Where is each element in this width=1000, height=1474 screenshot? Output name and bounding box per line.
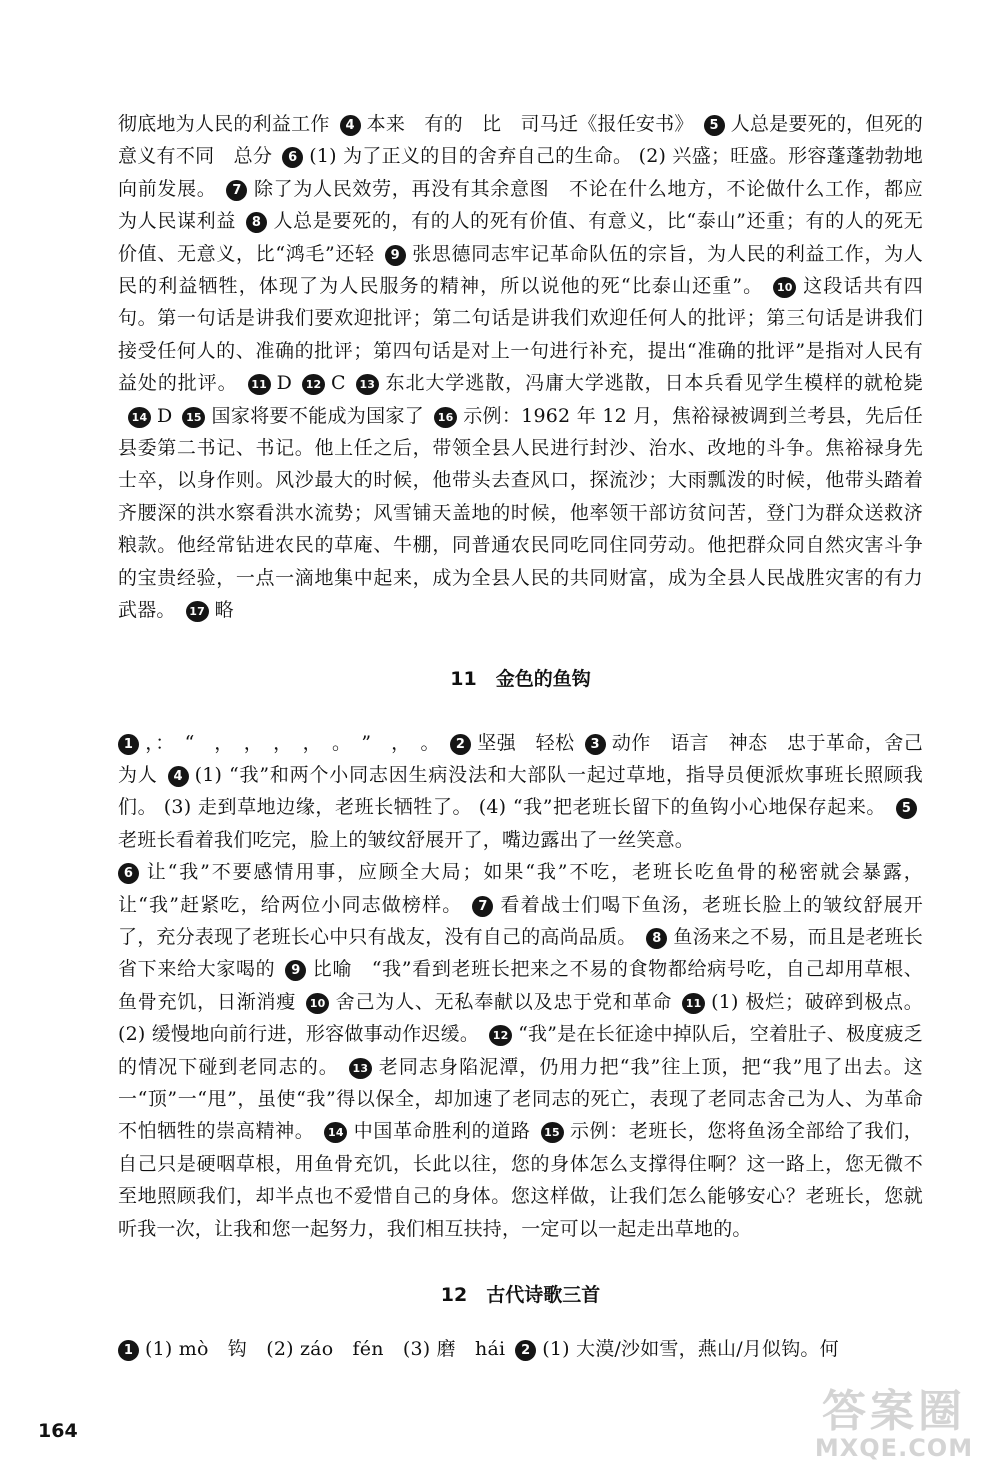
page-number: 164 [38,1420,78,1442]
answer-text: “我”是在长征途中掉队后，空着肚子、极度疲乏的情况下碰到老同志的。 [118,1023,924,1078]
answer-text: C [331,372,346,395]
watermark-logo [806,1388,982,1468]
answer-text: 鱼汤来之不易，而且是老班长省下来给大家喝的 [118,925,924,981]
answer-text: 彻底地为人民的利益工作 [118,113,330,135]
answer-text: (1) 为了正义的目的舍弃自己的生命。 (2) 兴盛；旺盛。形容蓬蓬勃勃地向前发展。 [118,145,923,200]
question-number-badge: 17 [186,601,209,622]
answer-page [118,108,923,1365]
question-number-badge: 7 [472,896,493,917]
question-number-badge: 2 [515,1340,536,1361]
answer-text: D [157,404,173,427]
answer-text: 老班长看着我们吃完，脸上的皱纹舒展开了，嘴边露出了一丝笑意。 [118,828,695,851]
question-number-badge: 11 [682,993,705,1014]
answer-text: 除了为人民效劳，再没有其余意图 不论在什么地方，不论做什么工作，都应为人民谋利益 [118,177,923,233]
question-number-badge: 10 [773,277,796,298]
answer-text: 国家将要不能成为国家了 [211,404,425,427]
question-number-badge: 2 [450,734,471,755]
answer-text: (1) 极烂；破碎到极点。 (2) 缓慢地向前行进，形容做事动作迟缓。 [118,990,923,1046]
question-number-badge: 1 [118,1340,139,1361]
question-number-badge: 7 [226,180,247,201]
question-number-badge: 14 [324,1122,347,1143]
question-number-badge: 9 [285,960,306,981]
answer-text: ，： “ ， ， ， ， 。 ” ， 。 [145,731,440,754]
answer-text: 这段话共有四句。第一句话是讲我们要欢迎批评；第二句话是讲我们欢迎任何人的批评；第三句话是讲我们接受任何人的、准确的批评；第四句话是对上一句进行补充，提出“准确的批评”是指对人民有益处的批评。 [118,275,924,395]
question-number-badge: 13 [349,1058,372,1079]
answer-text: 略 [214,599,234,622]
answer-text: 坚强 轻松 [476,731,575,754]
answer-paragraph [118,1333,923,1365]
answer-text: 看着战士们喝下鱼汤，老班长脸上的皱纹舒展开了，充分表现了老班长心中只有战友，没有自己的高尚品质。 [118,893,924,948]
answer-text: 人总是要死的，有的人的死有价值、有意义，比“泰山”还重；有的人的死无价值、无意义，比“鸿毛”还轻 [118,210,924,265]
question-number-badge: 13 [356,374,379,395]
answer-text: (1) “我”和两个小同志因生病没法和大部队一起过草地，指导员便派炊事班长照顾我们。 (3) 走到草地边缘，老班长牺牲了。 (4) “我”把老班长留下的鱼钩小心地保存起来。 [118,763,923,819]
watermark-logo-text: 答案圈 [822,1386,966,1437]
question-number-badge: 11 [248,374,271,395]
question-number-badge: 4 [340,115,361,136]
question-number-badge: 9 [385,245,406,266]
question-number-badge: 5 [896,798,917,819]
answer-text: 比喻 “我”看到老班长把来之不易的食物都给病号吃，自己却用草根、鱼骨充饥，日渐消瘦 [118,958,923,1013]
answer-paragraph [118,856,923,1245]
answer-text: (1) mò 钩 (2) záo fén (3) 磨 hái [145,1338,506,1360]
section-11-title: 11 金色的鱼钩 [450,667,591,690]
question-number-badge: 6 [282,147,303,168]
answer-text: 示例：1962 年 12 月，焦裕禄被调到兰考县，先后任县委第二书记、书记。他上任之后，带领全县人民进行封沙、治水、改地的斗争。焦裕禄身先士卒，以身作则。风沙最大的时候，他带头去查风口，探流沙；大雨瓢泼的时候，他带头踏着齐腰深的洪水察看洪水流势；风雪铺天盖地的时候，他率领干部访贫问苦，登门为群众送救济粮款。他经常钻进农民的草庵、牛棚，同普通农民同吃同住同劳动。他把群众同自然灾害斗争的宝贵经验，一点一滴地集中起来，成为全县人民的共同财富，成为全县人民战胜灾害的有力武器。 [118,404,924,622]
question-number-badge: 15 [182,407,205,428]
answer-text: 动作 语言 神态 忠于革命，舍己为人 [118,731,923,786]
question-number-badge: 5 [704,115,725,136]
answer-paragraph [118,727,923,857]
answer-paragraph [118,108,923,627]
answer-text: 人总是要死的，但死的意义有不同 总分 [118,113,923,168]
answer-text: 中国革命胜利的道路 [353,1120,531,1143]
question-number-badge: 14 [128,407,151,428]
answer-text: (1) 大漠/沙如雪，燕山/月似钩。何 [542,1338,839,1360]
section-10-answers [118,108,923,627]
answer-text: D [276,372,293,395]
question-number-badge: 6 [118,863,139,884]
question-number-badge: 15 [541,1122,564,1143]
question-number-badge: 8 [246,212,267,233]
question-number-badge: 4 [168,766,189,787]
question-number-badge: 12 [302,374,325,395]
question-number-badge: 3 [585,734,606,755]
question-number-badge: 8 [646,928,667,949]
question-number-badge: 16 [434,407,457,428]
answer-text: 让“我”不要感情用事，应顾全大局；如果“我”不吃，老班长吃鱼骨的秘密就会暴露，让“我”赶紧吃，给两位小同志做榜样。 [118,861,923,916]
question-number-badge: 10 [306,993,329,1014]
question-number-badge: 12 [489,1025,512,1046]
section-12-answers [118,1333,923,1365]
answer-text: 示例：老班长，您将鱼汤全部给了我们，自己只是硬咽草根，用鱼骨充饥，长此以往，您的身体怎么支撑得住啊？这一路上，您无微不至地照顾我们，却半点也不爱惜自己的身体。您这样做，让我们怎么能够安心？老班长，您就听我一次，让我和您一起努力，我们相互扶持，一定可以一起走出草地的。 [118,1120,923,1240]
section-12-title: 12 古代诗歌三首 [440,1284,601,1306]
answer-text: 老同志身陷泥潭，仍用力把“我”往上顶，把“我”甩了出去。这一“顶”一“甩”，虽使“我”得以保全，却加速了老同志的死亡，表现了老同志舍己为人、为革命不怕牺牲的崇高精神。 [118,1055,924,1143]
question-number-badge: 1 [118,734,139,755]
answer-text: 舍己为人、无私奉献以及忠于党和革命 [335,990,673,1013]
watermark-url: MXQE.COM [814,1434,974,1462]
answer-text: 东北大学逃散，冯庸大学逃散，日本兵看见学生模样的就枪毙 [384,372,924,395]
answer-text: 本来 有的 比 司马迁《报任安书》 [366,113,694,135]
section-11-answers [118,727,923,1246]
answer-text: 张思德同志牢记革命队伍的宗旨，为人民的利益工作，为人民的利益牺牲，体现了为人民服务的精神，所以说他的死“比泰山还重”。 [118,242,924,298]
